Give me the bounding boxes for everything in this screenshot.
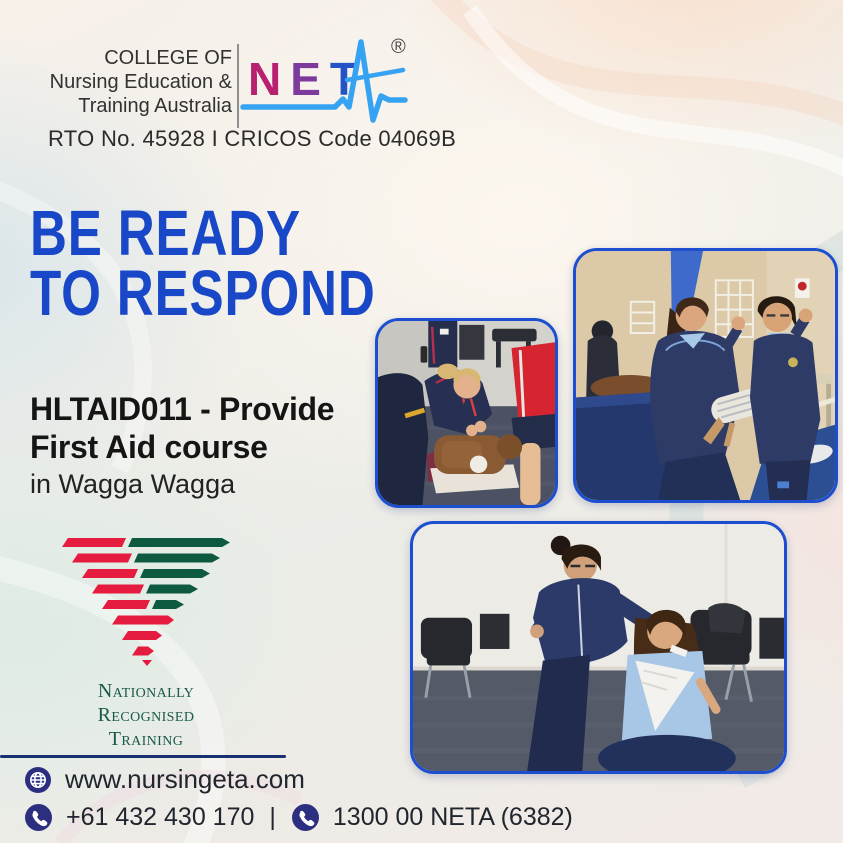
nrt-text-line-1: Nationally Recognised xyxy=(97,680,195,726)
nrt-text xyxy=(48,679,244,751)
phone-row xyxy=(24,803,573,832)
rto-cricos-line: RTO No. 45928 I CRICOS Code 04069B xyxy=(48,126,457,151)
nrt-triangle-logo xyxy=(58,536,234,666)
course-title-line-2: First Aid course xyxy=(30,429,268,465)
photo-infant-illustration xyxy=(576,251,835,500)
photo-cpr-adult-manikin xyxy=(375,318,558,508)
registered-trademark: ® xyxy=(391,36,406,58)
college-line-2: Nursing Education & xyxy=(49,71,232,93)
course-title-line-1: HLTAID011 - Provide xyxy=(30,391,335,427)
phone-icon xyxy=(24,803,53,832)
photo-sling-illustration xyxy=(413,524,784,771)
neta-letter-e: E xyxy=(290,53,330,105)
course-block xyxy=(30,390,410,500)
headline-line-1: BE READY xyxy=(30,197,301,269)
neta-letter-n: N xyxy=(248,53,291,105)
neta-letter-t: T xyxy=(329,53,368,105)
headline-line-2: TO RESPOND xyxy=(30,257,376,329)
college-name xyxy=(0,46,232,118)
phone-number-mobile: +61 432 430 170 xyxy=(66,803,255,831)
nrt-text-line-2: Training xyxy=(108,728,184,750)
course-location: in Wagga Wagga xyxy=(30,469,236,499)
phone-separator: | xyxy=(269,803,276,831)
website-row xyxy=(24,764,305,795)
phone-number-hotline: 1300 00 NETA (6382) xyxy=(332,803,573,831)
photo-cpr-illustration xyxy=(378,321,555,505)
college-line-3: Training Australia xyxy=(78,95,232,117)
phone-icon-2 xyxy=(291,803,320,832)
college-line-1: COLLEGE OF xyxy=(104,47,232,69)
website-url: www.nursingeta.com xyxy=(65,764,305,794)
logo-divider xyxy=(237,44,239,128)
globe-icon xyxy=(24,766,52,794)
photo-arm-sling-practice xyxy=(410,521,787,774)
nrt-logo xyxy=(48,536,244,751)
photo-infant-first-aid xyxy=(573,248,838,503)
contact-divider-line xyxy=(0,755,286,758)
headline xyxy=(30,197,460,329)
